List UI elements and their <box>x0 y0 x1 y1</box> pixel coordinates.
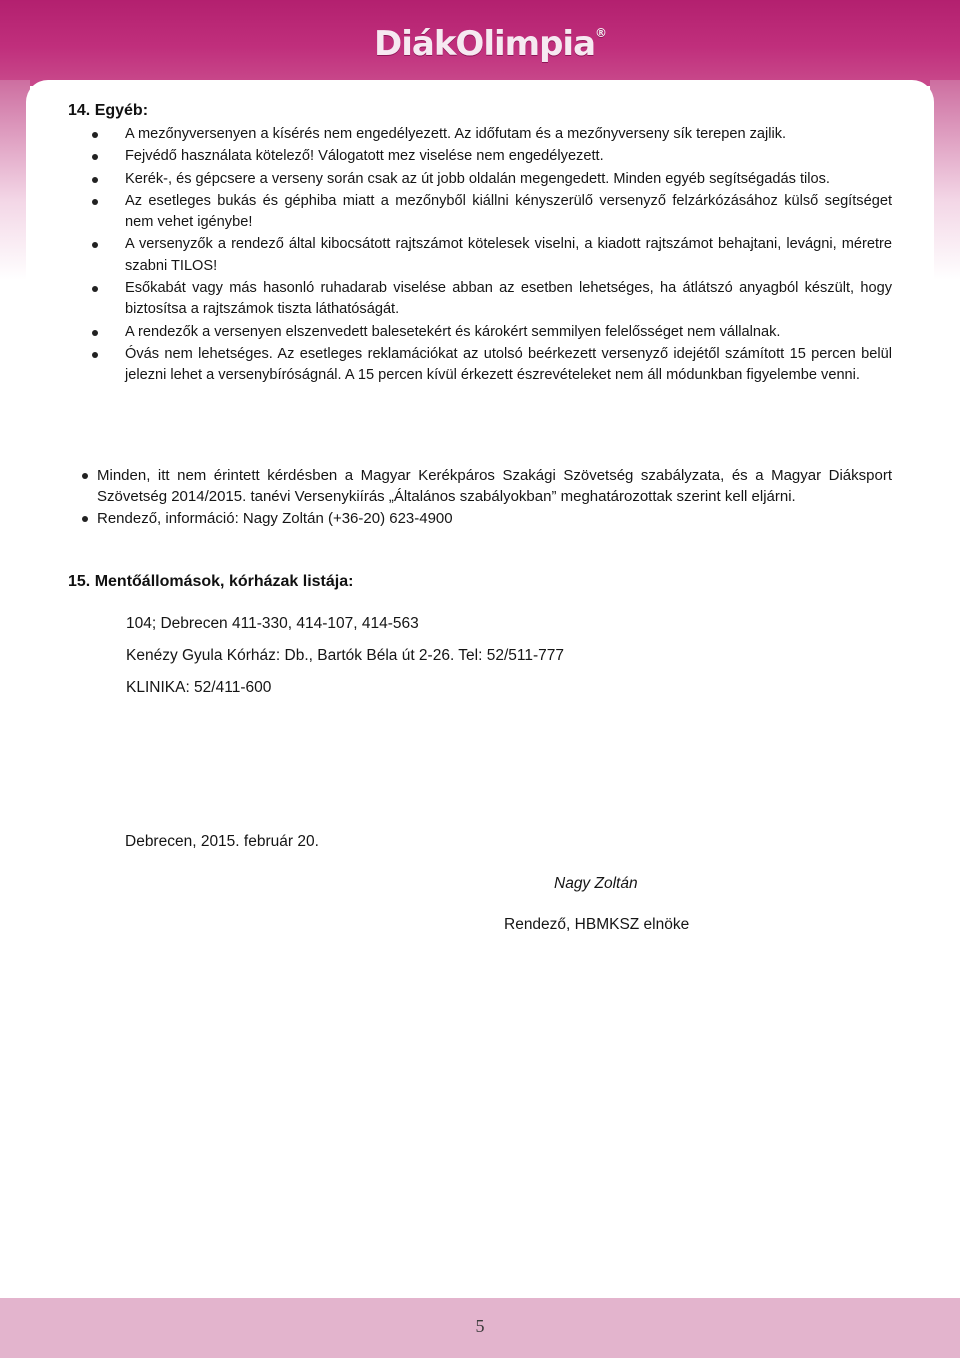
list-item <box>92 234 892 277</box>
page-number: 5 <box>475 1316 485 1336</box>
bullet-icon <box>92 199 98 205</box>
list-item-text: A versenyzők a rendező által kibocsátott rajtszámot kötelesek viselni, a kiadott rajtszámot behajtani, levágni, méretre szabni TILOS! <box>125 236 892 274</box>
hospital-line: Kenézy Gyula Kórház: Db., Bartók Béla út 2-26. Tel: 52/511-777 <box>126 647 564 664</box>
place-date: Debrecen, 2015. február 20. <box>125 833 319 850</box>
section-14-list <box>92 124 892 388</box>
diakolimpia-logo <box>374 24 606 64</box>
ambulance-line: 104; Debrecen 411-330, 414-107, 414-563 <box>126 615 419 632</box>
signer-role: Rendező, HBMKSZ elnöke <box>504 916 690 933</box>
list-item-text: Az esetleges bukás és géphiba miatt a mezőnyből kiállni kényszerülő versenyző felzárkózásához külső segítséget nem vehet igénybe! <box>125 192 892 231</box>
bullet-icon <box>92 330 98 336</box>
bullet-icon <box>92 286 98 292</box>
section-15-title: 15. Mentőállomások, kórházak listája: <box>68 573 354 590</box>
right-gradient-edge <box>930 80 960 280</box>
registered-mark: ® <box>595 26 607 40</box>
list-item <box>92 191 892 234</box>
list-item-text: Kerék-, és gépcsere a verseny során csak az út jobb oldalán megengedett. Minden egyéb segítségadás tilos. <box>125 170 830 187</box>
list-item-text: Óvás nem lehetséges. Az esetleges reklamációkat az utolsó beérkezett versenyző idejétől számított 15 percen belül jelezni lehet a versenybíróságnál. A 15 percen kívül érkezett észrevételeket nem áll módunkban figyelembe venni. <box>125 345 892 384</box>
general-rules-list <box>82 465 892 530</box>
section-14-title: 14. Egyéb: <box>68 102 149 119</box>
logo-text: DiákOlimpia <box>374 24 596 64</box>
bullet-icon <box>92 242 98 248</box>
list-item <box>92 344 892 387</box>
list-item-text: Fejvédő használata kötelező! Válogatott mez viselése nem engedélyezett. <box>125 148 604 165</box>
bullet-icon <box>92 177 98 183</box>
list-item <box>92 322 892 343</box>
bullet-icon <box>92 352 98 358</box>
list-item-text: Rendező, információ: Nagy Zoltán (+36-20) 623-4900 <box>97 510 453 527</box>
list-item-text: Esőkabát vagy más hasonló ruhadarab viselése abban az esetben lehetséges, ha átlátszó anyagból készült, hogy biztosítsa a rajtszámok tiszta láthatóságát. <box>125 280 892 318</box>
list-item-text: A rendezők a versenyen elszenvedett balesetekért és károkért semmilyen felelősséget nem vállalnak. <box>125 323 781 340</box>
bullet-icon <box>82 516 88 522</box>
list-item-text: A mezőnyversenyen a kísérés nem engedélyezett. Az időfutam és a mezőnyverseny sík terepen zajlik. <box>125 126 787 142</box>
clinic-line: KLINIKA: 52/411-600 <box>126 679 272 696</box>
list-item <box>92 124 892 145</box>
bullet-icon <box>92 154 98 160</box>
bullet-icon <box>82 473 88 479</box>
list-item <box>82 508 892 529</box>
list-item-text: Minden, itt nem érintett kérdésben a Magyar Kerékpáros Szakági Szövetség szabályzata, és a Magyar Diáksport Szövetség 2014/2015. tanévi Versenykiírás „Általános szabályokban” meghatározottak szerint kell eljárni. <box>97 467 892 505</box>
list-item <box>92 169 892 190</box>
bullet-icon <box>92 132 98 138</box>
list-item <box>92 278 892 321</box>
signer-name: Nagy Zoltán <box>554 875 638 892</box>
list-item <box>82 465 892 507</box>
list-item <box>92 146 892 167</box>
